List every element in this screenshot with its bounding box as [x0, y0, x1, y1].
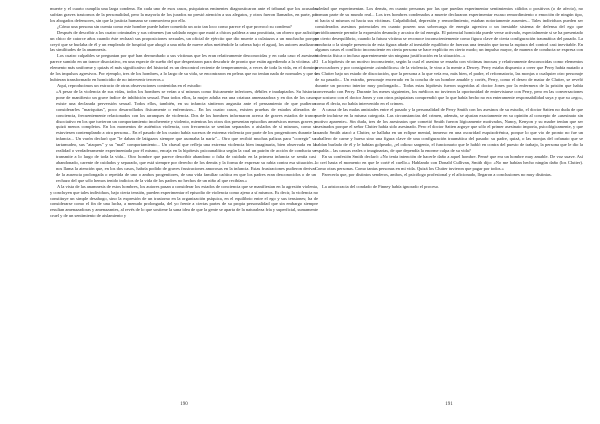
right-paragraph-1: soledad que experimentan. Los demás, en cuanto personas por las que puedan experimentar sentimientos cálidos o positivos (o de afecto), no forman parte de su mundo real... Los tres hombres condenados a muerte declararon experimentar escaso remordimiento o emoción de ningún tipo, ni hacia sí mismos ni hacia sus víctimas. Culpabilidad, depresión y remordimiento, estaban notoriamente ausentes... Tales individuos pueden ser considerados asesinos potenciales en cuanto poseen una sobrecarga de energía agresiva o un inestable sistema de defensa del ego que periódicamente permite la expresión desnuda y arcaica de tal energía. El potencial homicida puede verse activado, especialmente si se ha presentado ya cierto desequilibrio, cuando la futura víctima se reconoce inconscientemente como figura clave de cierta configuración traumática del pasado. La conducta o la simple presencia de esta figura añade al inestable equilibrio de fuerzas una tensión que torna la ruptura del control casi inevitable. En algunos casos el conflicto inconsciente en cierta persona se hace explícito en cierto modo; un impulso mayor, de manera de conducta se expresa con violencia física o incluso aparentemente sin ninguna justificación en la situación...»: [315, 6, 583, 59]
right-paragraph-6: La aristocracia del condado de Finney había ignorado el proceso.: [322, 183, 440, 189]
left-block-quote: «A pesar de la violencia de sus vidas, todos los hombres se veían a sí mismos como físicamente inferiores, débiles e inadaptados. Su historia pone de manifiesto un grave índice de inhibición sexual. Para todos ellos, la mujer adulta era una criatura amenazadora y en dos de los casos existe una declarada perversión sexual. Todos ellos, también, en su infancia sintieron angustia ante el pensamiento de que pudieran considerarles "mariquitas", poco desarrollados físicamente o enfermizos... En los cuatro casos, existen pruebas de estados alterados de conciencia, frecuentemente relacionados con los arranques de violencia. Dos de los hombres informaron acerca de graves estados de trance disociativo en los que tuvieron un comportamiento incoherente y violento, mientras los otros dos presentan episodios amnésicos menos graves y quizá menos completos. En los momentos de auténtica violencia, con frecuencia se sentían separados o aislados de sí mismos, como si estuviesen contemplando a otra persona... En el pasado de los cuatro había sucesos de extrema violencia por parte de los progenitores durante la infancia... Un varón declaró que "le daban de latigazos siempre que asomaba la nariz"... Otro que recibió muchas palizas para "corregir" su tartamudeo, sus "ataques" y su "mal" comportamiento... Un chaval que refleja una extrema violencia bien imaginaria, bien observada en la realidad o verdaderamente experimentada por él mismo, encaja en la hipótesis psicoanalítica según la cual un patrón de acción de conducta se transmite a lo largo de toda la vida... Otro hombre que parece describir abandono o falta de cuidado en la primera infancia se sentía casi abandonado, carente de cuidados y separado, que está siempre por derecho de los demás y la forma de expresar su rabia contra esa situación... nos llama la atención que, en los dos casos, habría podido de graves frustraciones amorosas en la infancia. Estas frustraciones pudieron derivar de la ausencia prolongada o repetida de uno o ambos progenitores, de una vida familiar caótica en que los padres eran desconocidos o de un rechazo del que sólo hemos tenido indicios de la vida de los padres no hechos de un niño al que recibían.»: [56, 88, 316, 183]
left-paragraph-4: Los cuatro culpables se preguntan por qué han derrumbado a sus víctimas que les eran relativamente desconocidas y en cada caso el asesinato parece sumido en un trance disociativo, en una especie de sueño del que despertaron para descubrir de pronto que están agrediendo a la víctima. «El elemento más uniforme y quizás el más significativo del historial es un descontrol reciente de temperamento, a veces de toda la vida, en el dominio de los impulsos agresivos. Por ejemplo, tres de los hombres, a lo largo de su vida, se encontraron en peleas que no tenían nada de normales y que se hubieran transformado en homicidio de no intervenir terceros.»: [50, 53, 318, 83]
right-paragraph-3: A causa de las malas amistades entre el pasado y la personalidad de Perry Smith con los asesinos de su estudio, el doctor Satten no duda de que puede incluirse en la misma categoría. Las circunstancias del crimen, además, se ajustan exactamente en su opinión al concepto de «asesinato sin motivo aparente». Sin duda, tres de los asesinatos que cometió Smith fueron lógicamente motivados, Nancy, Kenyon y su madre tenían que ser asesinados porque el señor Clutter había sido asesinado. Pero el doctor Satten arguye que sólo el primer asesinato importa, psicológicamente, y que cuando Smith atacó a Clutter, se hallaba en un eclipse mental, inmerso en una oscuridad esquizofrénica, porque lo que vio de pronto no fue un caballero de carne y hueso sino una figura clave de una configuración traumática del pasado: su padre, quizá, o las monjas del orfanato que se habían burlado de él y le habían golpeado, ¿el odioso sargento, el funcionario que le habló en contra del puesto de trabajo, la persona que le dio la espalda... las causas reales o imaginarias, de que dependía la enorme culpa de su vida?: [315, 106, 583, 154]
right-page-number: 191: [445, 402, 453, 407]
right-paragraph-5: Parecería que, por distintos senderos, ambos, el psicólogo profesional y el aficionado, llegaron a conclusiones no muy distintas.: [322, 171, 552, 177]
right-paragraph-4: En su confesión Smith declaró: «No tenía intención de hacerle daño a aquel hombre. Pensé que era un hombre muy amable. De voz suave. Así lo creí hasta el momento en que le corté el cuello.» Hablando con Donald Cullivan, Smith dijo: «No me habían hecho ningún daño (los Clutter). Como otras personas. Como tantas personas en mi vida. Quizá los Clutter tuvieron que pagar por todos.»: [315, 154, 583, 171]
left-paragraph-1: muerte y el cuarto cumplía una larga condena. En cada uno de esos casos, psiquiatras eminentes diagnosticaron ante el tribunal que los acusados sufrían graves trastornos de la personalidad, pero la mayoría de los jurados no prestó atención a sus alegatos, y otros fueron llamados, en parte, por los abogados defensores, sin que la justicia humana se conmoviera por ello.: [50, 6, 318, 23]
left-paragraph-2: ¿Cómo una persona sin cuenta como este hombre puede haber cometido un acto tan loco como parece el que provocó su condena?: [57, 23, 292, 29]
right-page: [315, 6, 583, 404]
left-paragraph-7: A la vista de las anamnesis de estos hombres, los autores pasan a considerar los estados de conciencia que se manifiestan en la agresión violenta, y concluyen que tales individuos, bajo cierta tensión, pueden experimentar el episodio de violencia como ajeno a sí mismos. Es decir, la violencia no constituye un simple desahogo, sino la expresión de un trastorno en la organización psíquica, en el equilibrio entre el ego y sus tensiones; ha de considerarse como el fin de una lucha, a menudo prolongada, del yo frente a ciertas partes de su propia personalidad que sin embargo siempre resultan amenazadoras y amenazantes, al revés de lo que sostiene la sana idea de que la gente se aparta de la naturaleza fría y superficial, sumamente cruel y de un sentimiento de aislamiento y: [50, 183, 318, 219]
left-paragraph-3: Después de describir a los cuatro criminales y sus crímenes (un soldado negro que mató a chicos paldera a una prostituta, un obrero que asfixió a un chico de catorce años cuando éste rechazó sus proposiciones sexuales, un oficial de ejército que dio muerte a culatazos a un muchacho porque creyó que se burlaba de él y un empleado de hospital que ahogó a una niña de nueve años metiéndole la cabeza bajo el agua), los autores analizaron las similitudes de la anamnesis.: [50, 29, 318, 53]
left-paragraph-5: Aquí, reproducimos un extracto de otras observaciones contenidas en el estudio:: [57, 82, 202, 88]
left-page-number: 190: [180, 402, 188, 407]
left-page: [50, 6, 318, 404]
right-paragraph-2: La hipótesis de un motivo inconsciente, según la cual el asesino se ensaña con víctimas inocuas y relativamente desconocidas como elementos provocadores y por consiguiente «simbólicos» de la violencia, le vino a la mente a Dewey. Perry estaba dispuesto a creer que Perry había matado a los Clutter bajo un estado de disociación, que la persona a la que veía era, más bien, el padre, el reformatorio, las monjas o cualquier otro personaje de su pasado... Un extraño, personaje encerrado en la concha de un hombre amable y cortés, Perry, como el deseo de matar de Clutter, se reveló durante un proceso interior muy prolongado... Todas estas hipótesis fueron sugeridas al doctor Jones por la enfermera de la prisión que había conversado con Perry. Durante los meses siguientes, los médicos no tuvieron la oportunidad de entrevistarse con Perry, pero en las conversaciones que sostuvo con el doctor Jones y con otros psiquiatras comprendió que lo que había hecho no era enteramente responsabilidad suya y que su «ego», como él decía, no había intervenido en el crimen.: [315, 59, 583, 106]
